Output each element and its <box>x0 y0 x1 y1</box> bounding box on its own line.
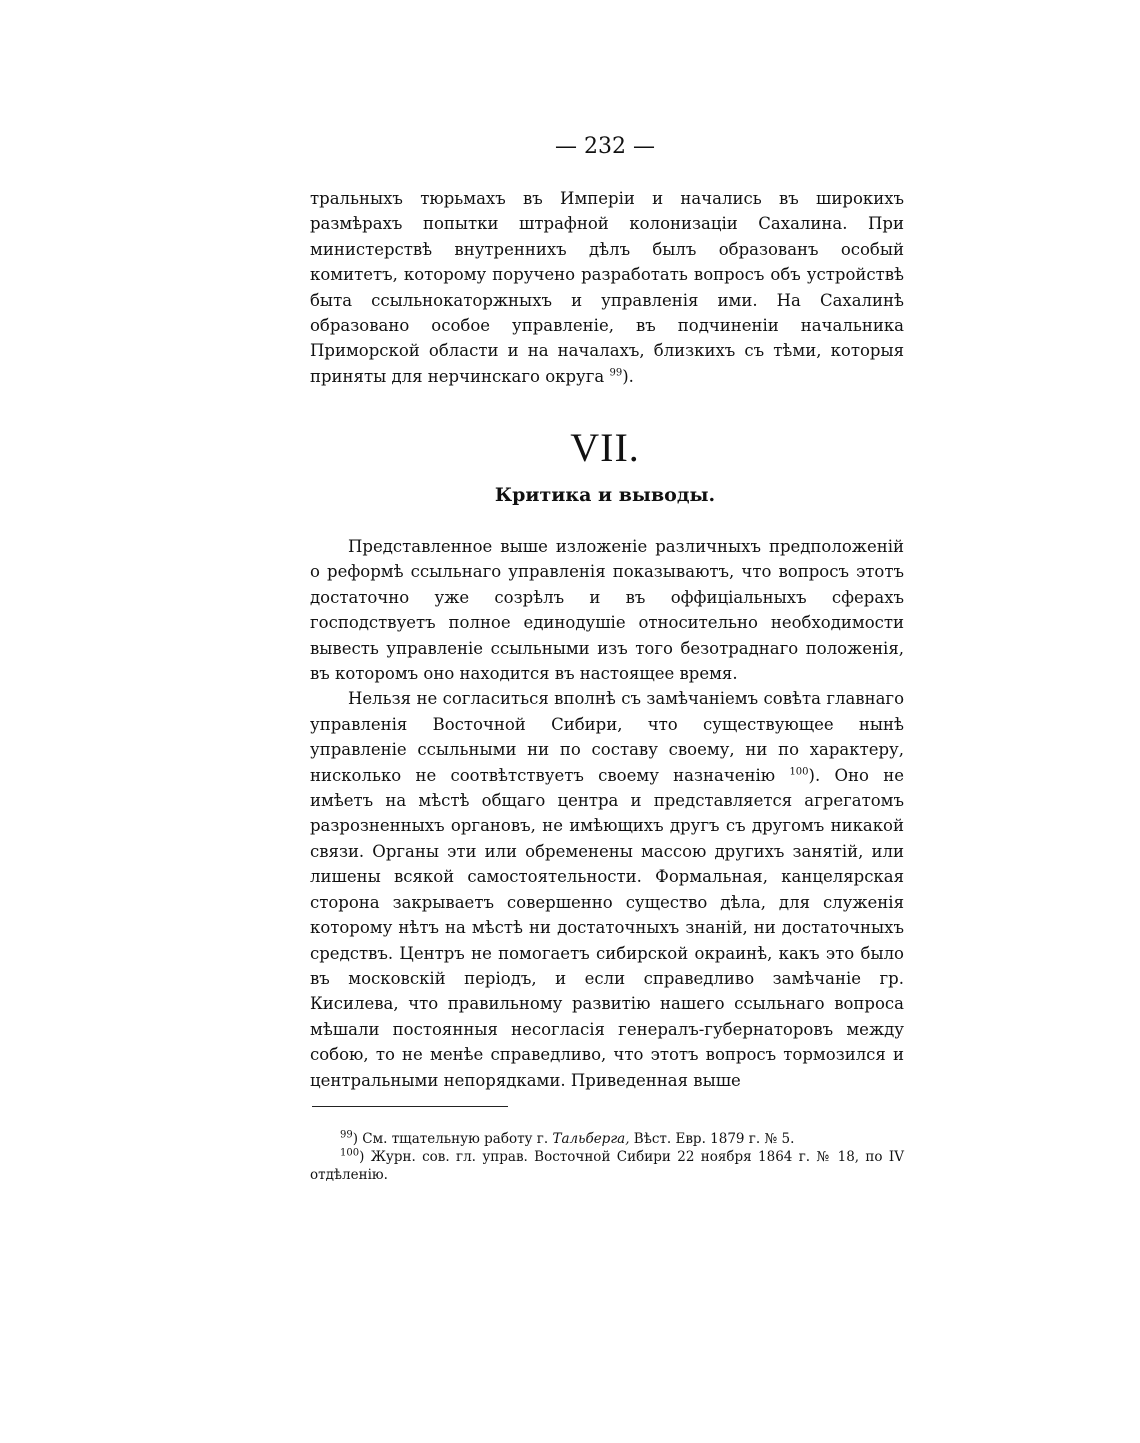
footnote-divider <box>312 1106 508 1107</box>
footnote-ref-99: 99 <box>609 367 623 379</box>
top-paragraph-end: ). <box>622 366 634 386</box>
chapter-body <box>310 534 904 1093</box>
chapter-title: Критика и выводы. <box>494 484 716 506</box>
paragraph-2-text-before: Нельзя не согласиться вполнѣ съ замѣчаніемъ совѣта главнаго управленія Восточной Сибири, что существующее нынѣ управленіе ссыльными ни по составу своему, ни по характеру, нисколько не соотвѣтствуетъ своему назначенію <box>310 689 904 785</box>
page-number: — 232 — <box>555 134 655 159</box>
top-paragraph <box>310 186 904 389</box>
top-paragraph-text: тральныхъ тюрьмахъ въ Имперіи и начались въ широкихъ размѣрахъ попытки штрафной колонизаціи Сахалина. При министерствѣ внутреннихъ дѣлъ былъ образованъ особый комитетъ, которому поручено разработать вопросъ объ устройствѣ быта ссыльнокаторжныхъ и управленія ими. На Сахалинѣ образовано особое управленіе, въ подчиненіи начальника Приморской области и на началахъ, близкихъ съ тѣми, которыя приняты для нерчинскаго округа <box>310 189 904 386</box>
footnote-marker: 100 <box>340 1147 360 1159</box>
paragraph-2-text-after: ). Оно не имѣетъ на мѣстѣ общаго центра и представляется агрегатомъ разрозненныхъ органовъ, не имѣющихъ другъ съ другомъ никакой связи. Органы эти или обременены массою другихъ занятій, или лишены всякой самостоятельности. Формальная, канцелярская сторона закрываетъ совершенно существо дѣла, для служенія которому нѣтъ на мѣстѣ ни достаточныхъ знаній, ни достаточныхъ средствъ. Центръ не помогаетъ сибирской окраинѣ, какъ это было въ московскій періодъ, и если справедливо замѣчаніе гр. Кисилева, что правильному развитію нашего ссыльнаго вопроса мѣшали постоянныя несогласія генералъ-губернаторовъ между собою, то не менѣе справедливо, что этотъ вопросъ тормозился и центральными непорядками. Приведенная выше <box>310 765 904 1090</box>
paragraph-1: Представленное выше изложеніе различныхъ предположеній о реформѣ ссыльнаго управленія показываютъ, что вопросъ этотъ достаточно уже созрѣлъ и въ оффиціальныхъ сферахъ господствуетъ полное единодушіе относительно необходимости вывесть управленіе ссыльными изъ того безотраднаго положенія, въ которомъ оно находится въ настоящее время. <box>310 537 904 684</box>
footnote-99 <box>310 1130 904 1148</box>
footnote-100 <box>310 1148 904 1184</box>
paragraph-2 <box>310 686 904 1093</box>
footnote-ref-100: 100 <box>789 766 809 778</box>
footnote-author: Тальберга, <box>552 1131 630 1147</box>
footnote-text: ) Журн. сов. гл. управ. Восточной Сибири 22 ноября 1864 г. № 18, по IV отдѣленію. <box>310 1149 904 1183</box>
chapter-number: VII. <box>570 425 640 470</box>
footnote-source: Вѣст. Евр. 1879 г. № 5. <box>633 1131 795 1147</box>
footnote-text: ) См. тщательную работу г. <box>352 1131 549 1147</box>
footnotes <box>310 1130 904 1184</box>
footnote-marker: 99 <box>340 1129 353 1141</box>
